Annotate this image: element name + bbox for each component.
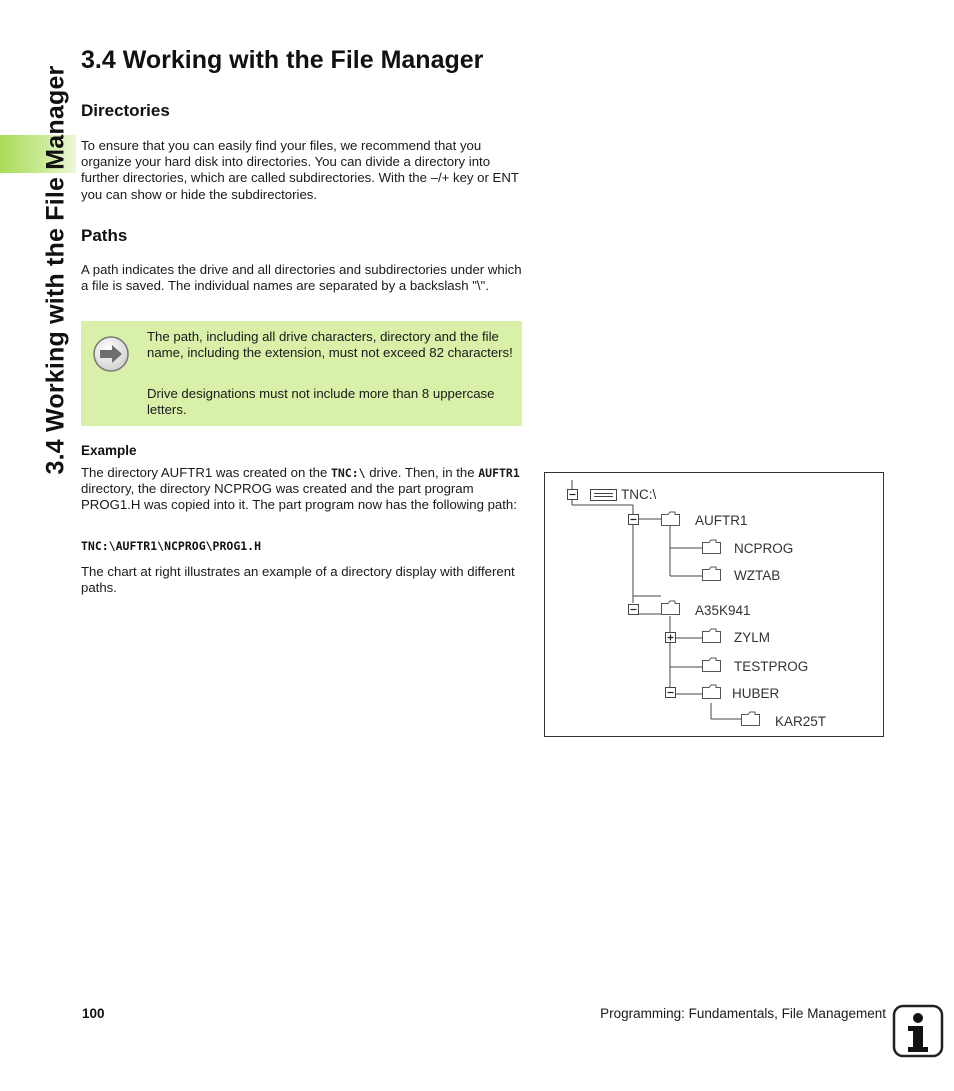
code-drive: TNC:\ <box>330 466 366 480</box>
footer-chapter-title: Programming: Fundamentals, File Management <box>600 1006 886 1021</box>
path-code: TNC:\AUFTR1\NCPROG\PROG1.H <box>81 539 262 553</box>
tree-label-wztab[interactable]: WZTAB <box>734 568 781 583</box>
info-icon <box>892 1004 944 1058</box>
paths-heading: Paths <box>81 226 128 245</box>
drive-icon <box>591 490 617 501</box>
paths-paragraph: A path indicates the drive and all directories and subdirectories under which a file is saved. The individual names are separated by a backslash "\". <box>81 262 522 294</box>
tree-label-auftr1[interactable]: AUFTR1 <box>695 513 748 528</box>
expand-toggle-icon[interactable] <box>666 633 676 643</box>
folder-icon <box>703 540 721 554</box>
page-number: 100 <box>82 1006 105 1021</box>
folder-icon <box>662 512 680 526</box>
note-text-1: The path, including all drive characters, directory and the file name, including the extension, must not exceed 82 characters! <box>147 329 513 361</box>
directory-tree-diagram <box>544 472 884 737</box>
collapse-toggle-icon[interactable] <box>629 605 639 615</box>
example-heading: Example <box>81 443 137 458</box>
collapse-toggle-icon[interactable] <box>629 515 639 525</box>
code-directory: AUFTR1 <box>478 466 520 480</box>
arrow-right-icon <box>92 335 130 373</box>
collapse-toggle-icon[interactable] <box>666 688 676 698</box>
folder-icon <box>703 567 721 581</box>
side-chapter-title: 3.4 Working with the File Manager <box>41 65 70 475</box>
tree-label-ncprog[interactable]: NCPROG <box>734 541 794 556</box>
directories-paragraph: To ensure that you can easily find your files, we recommend that you organize your hard disk into directories. You can divide a directory into further directories, which are called subdirectories. With the –/+ key or ENT you can show or hide the subdirectories. <box>81 138 519 202</box>
collapse-toggle-icon[interactable] <box>568 490 578 500</box>
tree-label-testprog[interactable]: TESTPROG <box>734 659 809 674</box>
folder-icon <box>662 601 680 615</box>
folder-icon <box>703 629 721 643</box>
directories-heading: Directories <box>81 101 170 120</box>
tree-label-huber[interactable]: HUBER <box>732 686 780 701</box>
tree-label-kar25t[interactable]: KAR25T <box>775 714 827 729</box>
note-box <box>81 321 522 426</box>
note-text-2: Drive designations must not include more than 8 uppercase letters. <box>147 386 495 418</box>
example-text: directory, the directory NCPROG was created and the part program PROG1.H was copied into it. The part program now has the following path: <box>81 481 517 513</box>
folder-icon <box>742 712 760 726</box>
tree-label-zylm[interactable]: ZYLM <box>734 630 771 645</box>
chart-note-paragraph: The chart at right illustrates an example of a directory display with different paths. <box>81 564 515 596</box>
section-title: 3.4 Working with the File Manager <box>81 46 484 74</box>
folder-icon <box>703 658 721 672</box>
example-text: The directory AUFTR1 was created on the <box>81 465 331 480</box>
tree-label-drive[interactable]: TNC:\ <box>621 487 657 502</box>
example-text: drive. Then, in the <box>365 465 479 480</box>
example-paragraph <box>81 465 526 514</box>
folder-icon <box>703 685 721 699</box>
tree-label-a35k941[interactable]: A35K941 <box>695 603 751 618</box>
